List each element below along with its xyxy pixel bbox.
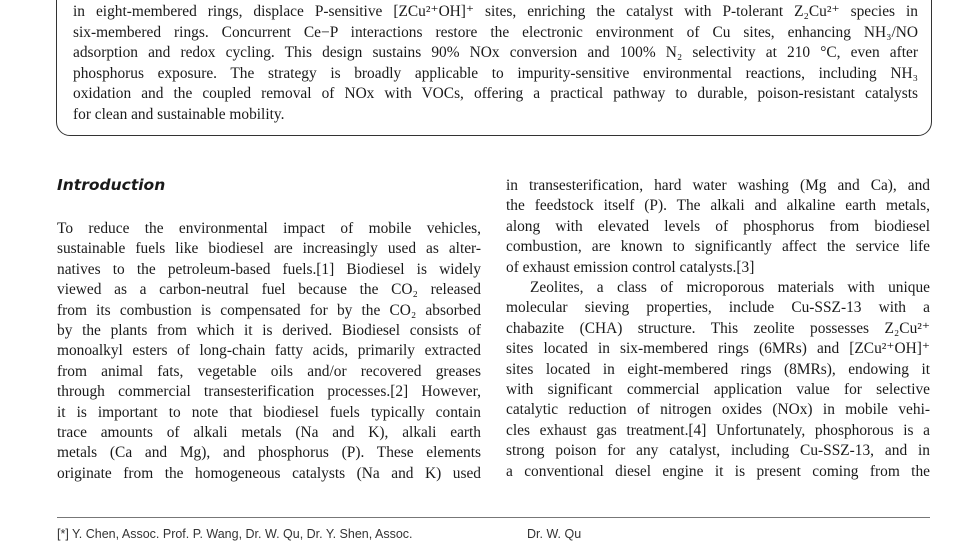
body-line: cles exhaust gas treatment.[4] Unfortunately, phosphorous is a bbox=[506, 421, 930, 439]
body-line: combustion, are known to significantly affect the service life bbox=[506, 238, 930, 256]
body-line: metals (Ca and Mg), and phosphorus (P). These elements bbox=[57, 444, 481, 462]
section-heading: Introduction bbox=[57, 176, 166, 194]
abstract-line: in eight-membered rings, displace P-sensitive [ZCu²⁺OH]⁺ sites, enriching the catalyst with P-tolerant Z₂Cu²⁺ species in bbox=[73, 3, 918, 20]
body-line: a conventional diesel engine it is present coming from the bbox=[506, 462, 930, 480]
abstract-line: adsorption and redox cycling. This design sustains 90% NOx conversion and 100% N₂ selectivity at 210 °C, even after bbox=[73, 44, 918, 62]
body-line: originate from the homogeneous catalysts (Na and K) used bbox=[57, 464, 481, 482]
body-line: sustainable fuels like biodiesel are increasingly used as alter- bbox=[57, 240, 481, 258]
abstract-line: phosphorus exposure. The strategy is broadly applicable to impurity-sensitive environmental reactions, including NH₃ bbox=[73, 64, 918, 82]
body-line: chabazite (CHA) structure. This zeolite possesses Z₂Cu²⁺ bbox=[506, 319, 930, 337]
body-line: sites located in eight-membered rings (8MRs), endowing it bbox=[506, 360, 930, 378]
abstract-line: for clean and sustainable mobility. bbox=[73, 105, 285, 123]
body-line: catalytic reduction of nitrogen oxides (NOx) in mobile vehi- bbox=[506, 401, 930, 419]
body-line: Zeolites, a class of microporous materials with unique bbox=[530, 279, 930, 297]
body-line: through commercial transesterification processes.[2] However, bbox=[57, 383, 481, 401]
footnote-divider bbox=[57, 517, 930, 518]
abstract-line: six-membered rings. Concurrent Ce−P interactions restore the electronic environment of Cu sites, enhancing NH₃/NO bbox=[73, 23, 918, 41]
body-line: viewed as a carbon-neutral fuel because the CO₂ released bbox=[57, 281, 481, 299]
body-line: the feedstock itself (P). The alkali and alkaline earth metals, bbox=[506, 197, 930, 215]
abstract-text bbox=[73, 2, 918, 126]
body-line: strong poison for any catalyst, including Cu-SSZ-13, and in bbox=[506, 442, 930, 460]
body-line: from its combustion is compensated for by the CO₂ absorbed bbox=[57, 301, 481, 319]
body-line: in transesterification, hard water washing (Mg and Ca), and bbox=[506, 177, 930, 194]
body-line: To reduce the environmental impact of mobile vehicles, bbox=[57, 220, 481, 237]
footnote-affiliation-left: [*] Y. Chen, Assoc. Prof. P. Wang, Dr. W. Qu, Dr. Y. Shen, Assoc. bbox=[57, 527, 413, 541]
body-line: of exhaust emission control catalysts.[3] bbox=[506, 258, 755, 276]
body-line: natives to the petroleum-based fuels.[1] Biodiesel is widely bbox=[57, 260, 481, 278]
body-line: trace amounts of alkali metals (Na and K), alkali earth bbox=[57, 424, 481, 442]
body-line: it is important to note that biodiesel fuels typically contain bbox=[57, 403, 481, 421]
body-line: from animal fats, vegetable oils and/or recovered greases bbox=[57, 362, 481, 380]
abstract-line: oxidation and the coupled removal of NOx with VOCs, offering a practical pathway to durable, poison-resistant catalysts bbox=[73, 85, 918, 103]
right-column bbox=[506, 176, 930, 482]
left-column bbox=[57, 219, 481, 484]
footnote-affiliation-right: Dr. W. Qu bbox=[527, 527, 582, 541]
body-line: monoalkyl esters of long-chain fatty acids, primarily extracted bbox=[57, 342, 481, 360]
body-line: along with elevated levels of phosphorus from biodiesel bbox=[506, 217, 930, 235]
body-line: with significant commercial application value for selective bbox=[506, 381, 930, 399]
body-line: molecular sieving properties, include Cu-SSZ-13 with a bbox=[506, 299, 930, 317]
body-line: by the plants from which it is derived. Biodiesel consists of bbox=[57, 322, 481, 340]
body-line: sites located in six-membered rings (6MRs) and [ZCu²⁺OH]⁺ bbox=[506, 340, 930, 358]
